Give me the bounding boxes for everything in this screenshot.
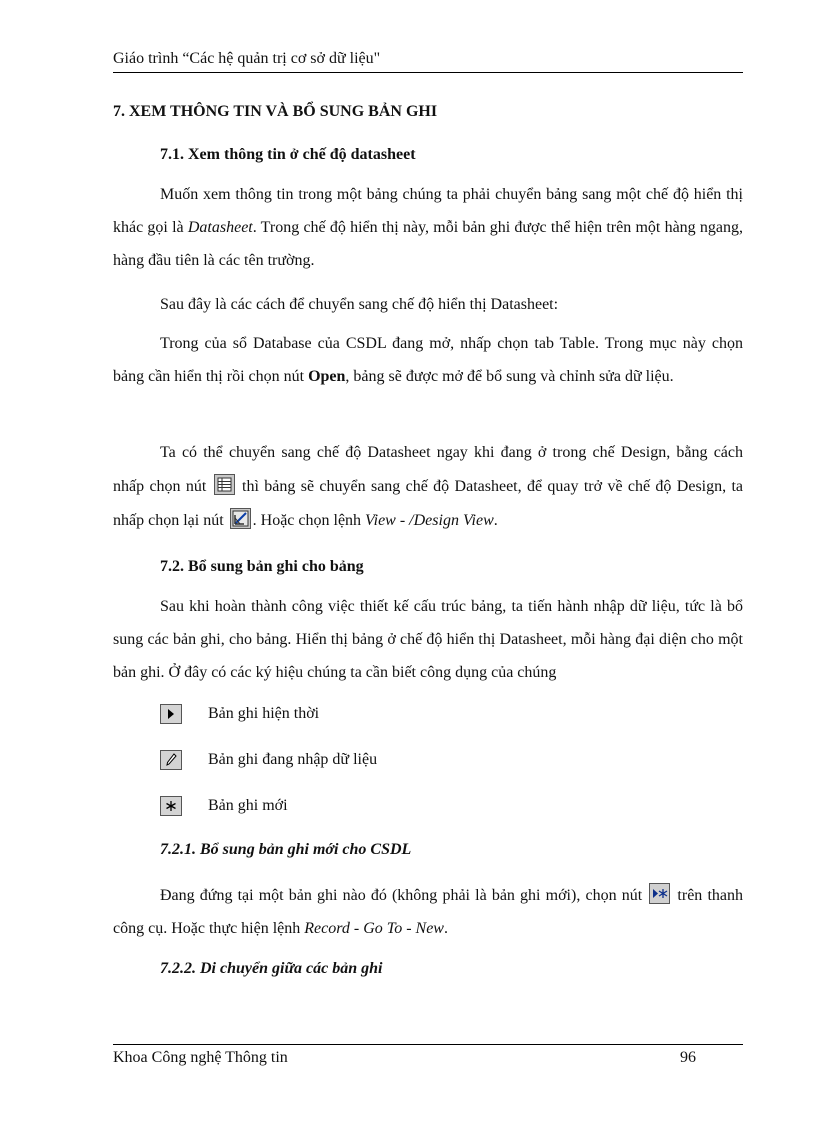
- text-run: , bảng sẽ được mở để bổ sung và chỉnh sửa dữ liệu.: [345, 368, 674, 385]
- section-heading-7-2-1: 7.2.1. Bổ sung bản ghi mới cho CSDL: [160, 841, 412, 858]
- section-heading-7: 7. XEM THÔNG TIN VÀ BỔ SUNG BẢN GHI: [113, 103, 438, 120]
- header-rule: [113, 72, 743, 73]
- text-run: Trong của sổ Database của CSDL đang mở, nhấp chọn tab Table. Trong mục này chọn bảng cần hiển thị rồi chọn nút: [113, 335, 743, 385]
- emphasis-menu-path: Record - Go To - New: [304, 920, 444, 937]
- paragraph-7-1-intro: [113, 178, 743, 277]
- new-record-icon: [160, 796, 182, 816]
- section-heading-7-2-2: 7.2.2. Di chuyển giữa các bản ghi: [160, 960, 383, 977]
- paragraph-7-2-1: [113, 879, 743, 945]
- footer-rule: [113, 1044, 743, 1045]
- emphasis-menu-path: View - /Design View: [365, 512, 494, 529]
- design-view-icon: [230, 508, 251, 529]
- current-record-icon: [160, 704, 182, 724]
- datasheet-view-icon: [214, 474, 235, 495]
- symbol-label: Bản ghi mới: [208, 797, 288, 814]
- paragraph-7-1-open: [113, 327, 743, 393]
- paragraph-7-1-switch: [113, 436, 743, 538]
- running-header: Giáo trình “Các hệ quản trị cơ sở dữ liệu": [113, 50, 381, 67]
- text-run: .: [443, 920, 448, 937]
- text-run: Đang đứng tại một bản ghi nào đó (không phải là bản ghi mới), chọn nút: [160, 887, 648, 904]
- paragraph-7-2-intro: Sau khi hoàn thành công việc thiết kế cấu trúc bảng, ta tiến hành nhập dữ liệu, tức là bổ sung các bản ghi, cho bảng. Hiển thị bảng ở chế độ hiển thị Datasheet, mỗi hàng đại diện cho một bản ghi. Ở đây có các ký hiệu chúng ta cần biết công dụng của chúng: [113, 598, 743, 681]
- text-run: . Hoặc chọn lệnh: [252, 512, 366, 529]
- text-run: thì bảng sẽ chuyển sang chế độ Datasheet, để quay trở về chế độ Design, ta nhấp chọn lại nút: [113, 478, 744, 529]
- text-run: trên thanh công cụ. Hoặc thực hiện lệnh: [113, 887, 743, 937]
- text-run: . Trong chế độ hiển thị này, mỗi bản ghi được thể hiện trên một hàng ngang, hàng đầu tiên là các tên trường.: [113, 219, 744, 269]
- open-button-label: Open: [308, 368, 346, 385]
- section-heading-7-1: 7.1. Xem thông tin ở chế độ datasheet: [160, 146, 416, 163]
- emphasis-datasheet: Datasheet: [187, 219, 253, 236]
- footer-faculty: Khoa Công nghệ Thông tin: [113, 1049, 288, 1066]
- text-run: Ta có thể chuyển sang chế độ Datasheet ngay khi đang ở trong chế Design, bằng cách nhấp chọn nút: [113, 444, 743, 495]
- paragraph-7-1-ways: Sau đây là các cách để chuyển sang chế độ hiển thị Datasheet:: [160, 296, 559, 313]
- text-run: .: [493, 512, 498, 529]
- editing-record-icon: [160, 750, 182, 770]
- section-heading-7-2: 7.2. Bổ sung bản ghi cho bảng: [160, 558, 364, 575]
- symbol-label: Bản ghi đang nhập dữ liệu: [208, 751, 378, 768]
- symbol-label: Bản ghi hiện thời: [208, 705, 320, 722]
- page-number: 96: [680, 1049, 696, 1066]
- text-run: Muốn xem thông tin trong một bảng chúng ta phải chuyển bảng sang một chế độ hiển thị khác gọi là: [113, 186, 743, 236]
- new-record-button-icon: [649, 883, 670, 904]
